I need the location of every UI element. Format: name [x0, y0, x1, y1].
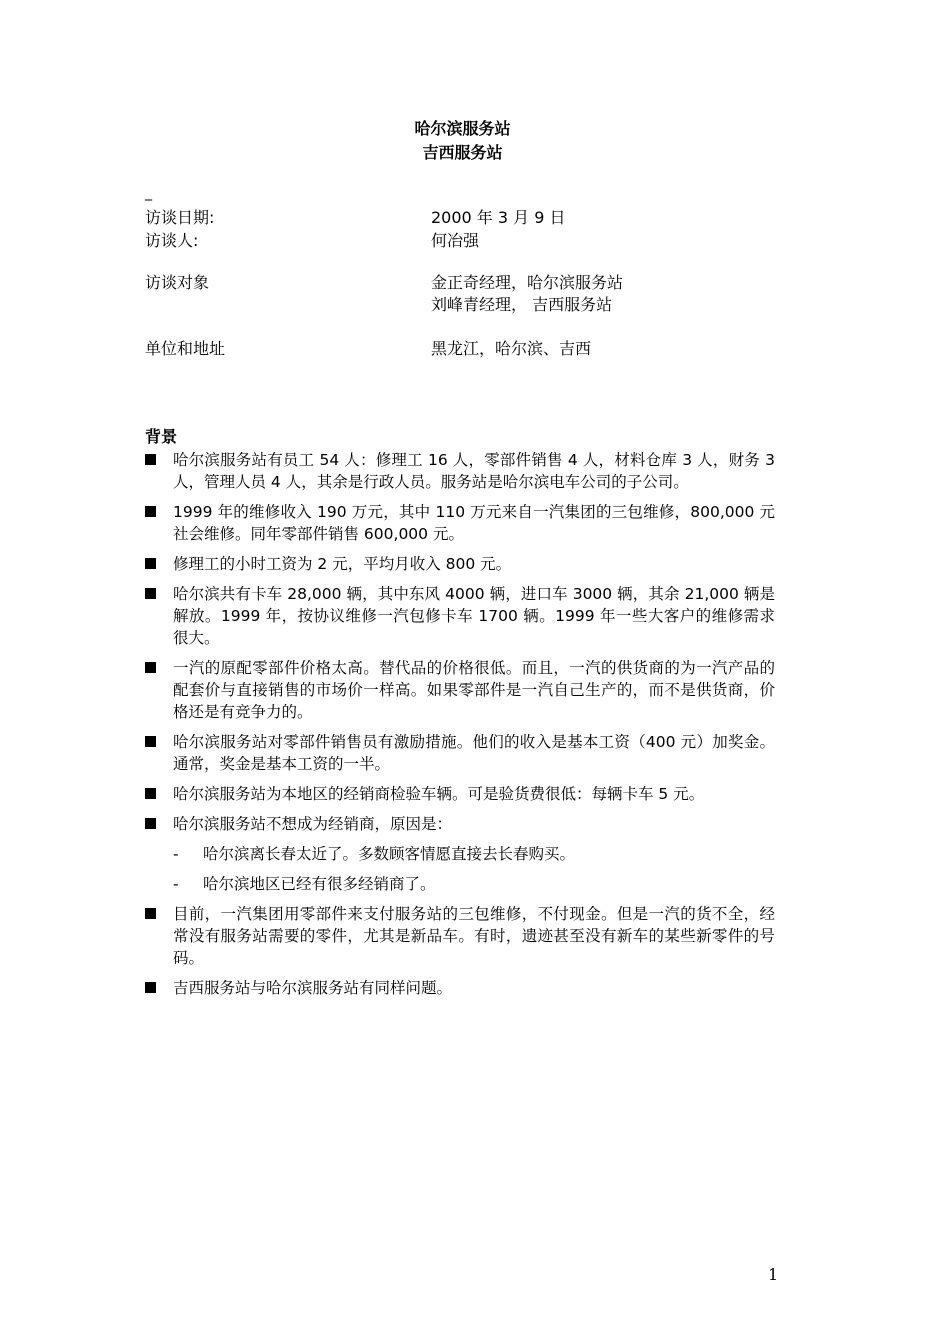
- square-bullet-icon: [145, 982, 156, 993]
- square-bullet-icon: [145, 506, 156, 517]
- square-bullet-icon: [145, 558, 156, 569]
- location-label: 单位和地址: [145, 339, 226, 358]
- list-item: [145, 783, 775, 805]
- list-item: [145, 583, 775, 649]
- square-bullet-icon: [145, 818, 156, 829]
- interviewer-label: 访谈人:: [145, 231, 199, 250]
- list-item: [145, 501, 775, 545]
- list-item: [145, 657, 775, 723]
- location-value: 黑龙江，哈尔滨、吉西: [431, 339, 592, 358]
- interviewer-value: 何冶强: [431, 231, 480, 250]
- list-item: [145, 977, 775, 999]
- item-text: 吉西服务站与哈尔滨服务站有同样问题。: [173, 979, 453, 997]
- date-label: 访谈日期:: [145, 208, 215, 227]
- square-bullet-icon: [145, 908, 156, 919]
- dash-bullet-icon: -: [173, 875, 179, 893]
- square-bullet-icon: [145, 788, 156, 799]
- separator-mark: _: [145, 185, 152, 201]
- sub-list-item: [145, 843, 775, 865]
- subject-label: 访谈对象: [145, 273, 210, 292]
- item-text: 哈尔滨服务站为本地区的经销商检验车辆。可是验货费很低：每辆卡车 5 元。: [173, 785, 705, 803]
- item-text: 一汽的原配零部件价格太高。替代品的价格很低。而且，一汽的供货商的为一汽产品的配套价与直接销售的市场价一样高。如果零部件是一汽自己生产的，而不是供货商，价格还是有竞争力的。: [173, 659, 775, 721]
- date-value: 2000 年 3 月 9 日: [431, 208, 566, 227]
- item-text: 目前，一汽集团用零部件来支付服务站的三包维修，不付现金。但是一汽的货不全，经常没有服务站需要的零件，尤其是新品车。有时，遗迹甚至没有新车的某些新零件的号码。: [173, 905, 775, 967]
- subject-value-1: 金正奇经理，哈尔滨服务站: [431, 273, 624, 292]
- list-item: [145, 731, 775, 775]
- square-bullet-icon: [145, 736, 156, 747]
- item-text: 哈尔滨共有卡车 28,000 辆，其中东风 4000 辆，进口车 3000 辆，其余 21,000 辆是解放。1999 年，按协议维修一汽包修卡车 1700 辆。1999 年一些大客户的维修需求很大。: [173, 585, 775, 647]
- title-line-1: 哈尔滨服务站: [414, 119, 511, 138]
- background-heading: 背景: [145, 427, 178, 446]
- page-number: 1: [768, 1265, 779, 1284]
- list-item: [145, 449, 775, 493]
- item-text: 修理工的小时工资为 2 元，平均月收入 800 元。: [173, 555, 512, 573]
- item-text: 哈尔滨服务站对零部件销售员有激励措施。他们的收入是基本工资（400 元）加奖金。通常，奖金是基本工资的一半。: [173, 733, 775, 773]
- dash-bullet-icon: -: [173, 845, 179, 863]
- list-item: [145, 903, 775, 969]
- square-bullet-icon: [145, 662, 156, 673]
- square-bullet-icon: [145, 454, 156, 465]
- item-text: 1999 年的维修收入 190 万元，其中 110 万元来自一汽集团的三包维修，800,000 元社会维修。同年零部件销售 600,000 元。: [173, 503, 775, 543]
- title-line-2: 吉西服务站: [422, 143, 503, 162]
- item-text: 哈尔滨服务站不想成为经销商，原因是：: [173, 815, 453, 833]
- background-list: [145, 449, 775, 1007]
- sub-list-item: [145, 873, 775, 895]
- square-bullet-icon: [145, 588, 156, 599]
- sub-item-text: 哈尔滨离长春太近了。多数顾客情愿直接去长春购买。: [203, 845, 576, 863]
- subject-value-2: 刘峰青经理， 吉西服务站: [431, 295, 613, 314]
- sub-item-text: 哈尔滨地区已经有很多经销商了。: [203, 875, 436, 893]
- item-text: 哈尔滨服务站有员工 54 人：修理工 16 人，零部件销售 4 人，材料仓库 3 人，财务 3 人，管理人员 4 人，其余是行政人员。服务站是哈尔滨电车公司的子公司。: [173, 451, 775, 491]
- list-item: [145, 553, 775, 575]
- list-item: [145, 813, 775, 835]
